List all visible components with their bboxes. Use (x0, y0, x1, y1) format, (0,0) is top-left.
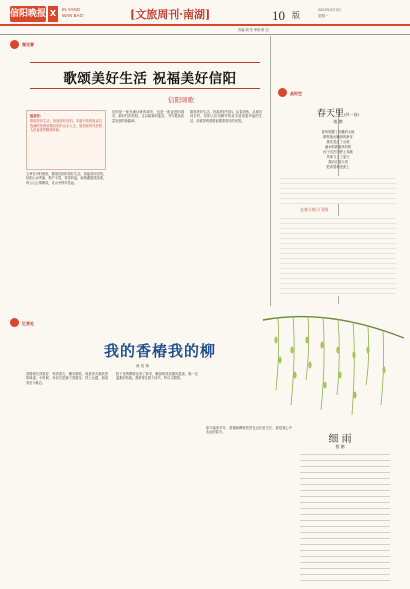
bottom-body-col-2: 院子里的柳树也发了新芽，嫩绿的枝条随风摇曳，像一位温柔的姑娘。我常常在树下读书，听鸟儿歌唱。 (116, 372, 198, 381)
issue-weekday: 星期一 (318, 14, 329, 18)
bottom-feature-tag: 忆茶处 (22, 321, 34, 326)
top-body-col-2: 信阳是一座充满诗意的城市，也是一座奋进的城市。新时代的信阳，正以崭新的姿态，书写着高质量发展的新篇章。 (112, 110, 184, 123)
third-poem-author: 楼 鹏 (335, 444, 345, 449)
masthead-underline (0, 34, 410, 35)
flower-icon (278, 88, 287, 97)
third-poem-body (300, 452, 390, 582)
top-feature-tag: 湖光春 (22, 42, 34, 47)
poem-line: 我站在春天里 (328, 160, 348, 164)
editors-credit: 责编:胡 雪 审校:陈 洁 (238, 28, 269, 32)
editor-note-text: 歌颂美好生活，祝福美好信阳。本版刊发的组诗以饱满的热情讴歌信阳的山水人文，展现新时代信阳人民奋进的精神风貌。 (30, 119, 102, 132)
poem-text-block-1 (280, 176, 396, 204)
willow-illustration (258, 310, 406, 422)
poem-body (280, 130, 396, 170)
bottom-body-col-1: 香椿树长得很好，每到春天，嫩芽满枝，那是家乡最熟悉的味道。小时候，母亲总是摘下香椿芽，拌上豆腐，那清香至今难忘。 (26, 372, 108, 385)
poem-line: 把希望种进泥土 (326, 165, 350, 169)
poem-author: 楼 鹏 (333, 119, 343, 124)
pinyin-line-1: IN YANG (62, 7, 81, 12)
third-poem-title: 细 雨 (328, 434, 352, 445)
section-title: [文旅周刊·南湖] (130, 8, 211, 21)
pinyin-line-2: WAN BAO (62, 13, 84, 18)
poem-title-suffix: (外一首) (343, 112, 360, 117)
tea-icon (10, 318, 19, 327)
top-subhead: 信阳颂歌 (168, 96, 194, 104)
page-number: 10 (272, 8, 285, 23)
second-poem-heading: 在春天格习飞翔 (300, 207, 328, 212)
poem-line: 柳枝抽出嫩绿的新芽 (323, 135, 353, 139)
issue-date: 2023年4月3日 (318, 8, 342, 12)
column-divider (270, 36, 271, 306)
top-body-col-1: 文章在内时候里，歌颂信阳的美好生活，祝福美好信阳。信阳山水秀丽，物产丰饶，茶香四溢，南湾湖碧波荡漾，鸡公山云雾缭绕，灵山寺钟声悠远。 (26, 172, 106, 185)
bottom-headline: 我的香椿我的柳 (103, 342, 216, 360)
masthead-rule (0, 24, 410, 26)
poem-line: 溪水唱着欢快的歌 (324, 145, 352, 149)
masthead (0, 0, 410, 38)
editor-note-label: 编者按: (30, 114, 41, 118)
pinyin-name (62, 7, 83, 19)
leaf-icon (10, 40, 19, 49)
headline-rule-bottom (30, 88, 260, 89)
poem-line: 春风吹醒了沉睡的大地 (321, 130, 355, 134)
bottom-author: 黄 信 林 (136, 364, 150, 368)
headline-rule-top (30, 62, 260, 63)
poem-line: 孩子们在田野上奔跑 (323, 150, 353, 154)
section-letter: X (48, 6, 58, 22)
top-headline: 歌颂美好生活 祝福美好信阳 (63, 71, 237, 87)
right-column-tag: 品时空 (290, 91, 302, 96)
poem-text-block-2 (280, 216, 396, 296)
page-unit: 版 (292, 11, 300, 20)
poem-line: 风筝飞上了蓝天 (326, 155, 350, 159)
bottom-body-col-3: 如今离家多年，香椿和柳树依然在记忆里生长，那是我心中永远的春天。 (206, 426, 292, 435)
poem-title (298, 106, 378, 119)
editor-note (26, 110, 106, 170)
poem-title-text: 春天里 (316, 109, 344, 119)
newspaper-logo: 信阳晚报 (10, 6, 46, 22)
poem-line: 桃花笑红了山坡 (326, 140, 350, 144)
top-body-col-3: 歌颂美好生活，祝福美好信阳。从春到秋，从城市到乡村，信阳人民用勤劳的双手创造着幸福的生活，用真挚的情感讴歌着美好的家园。 (190, 110, 262, 123)
